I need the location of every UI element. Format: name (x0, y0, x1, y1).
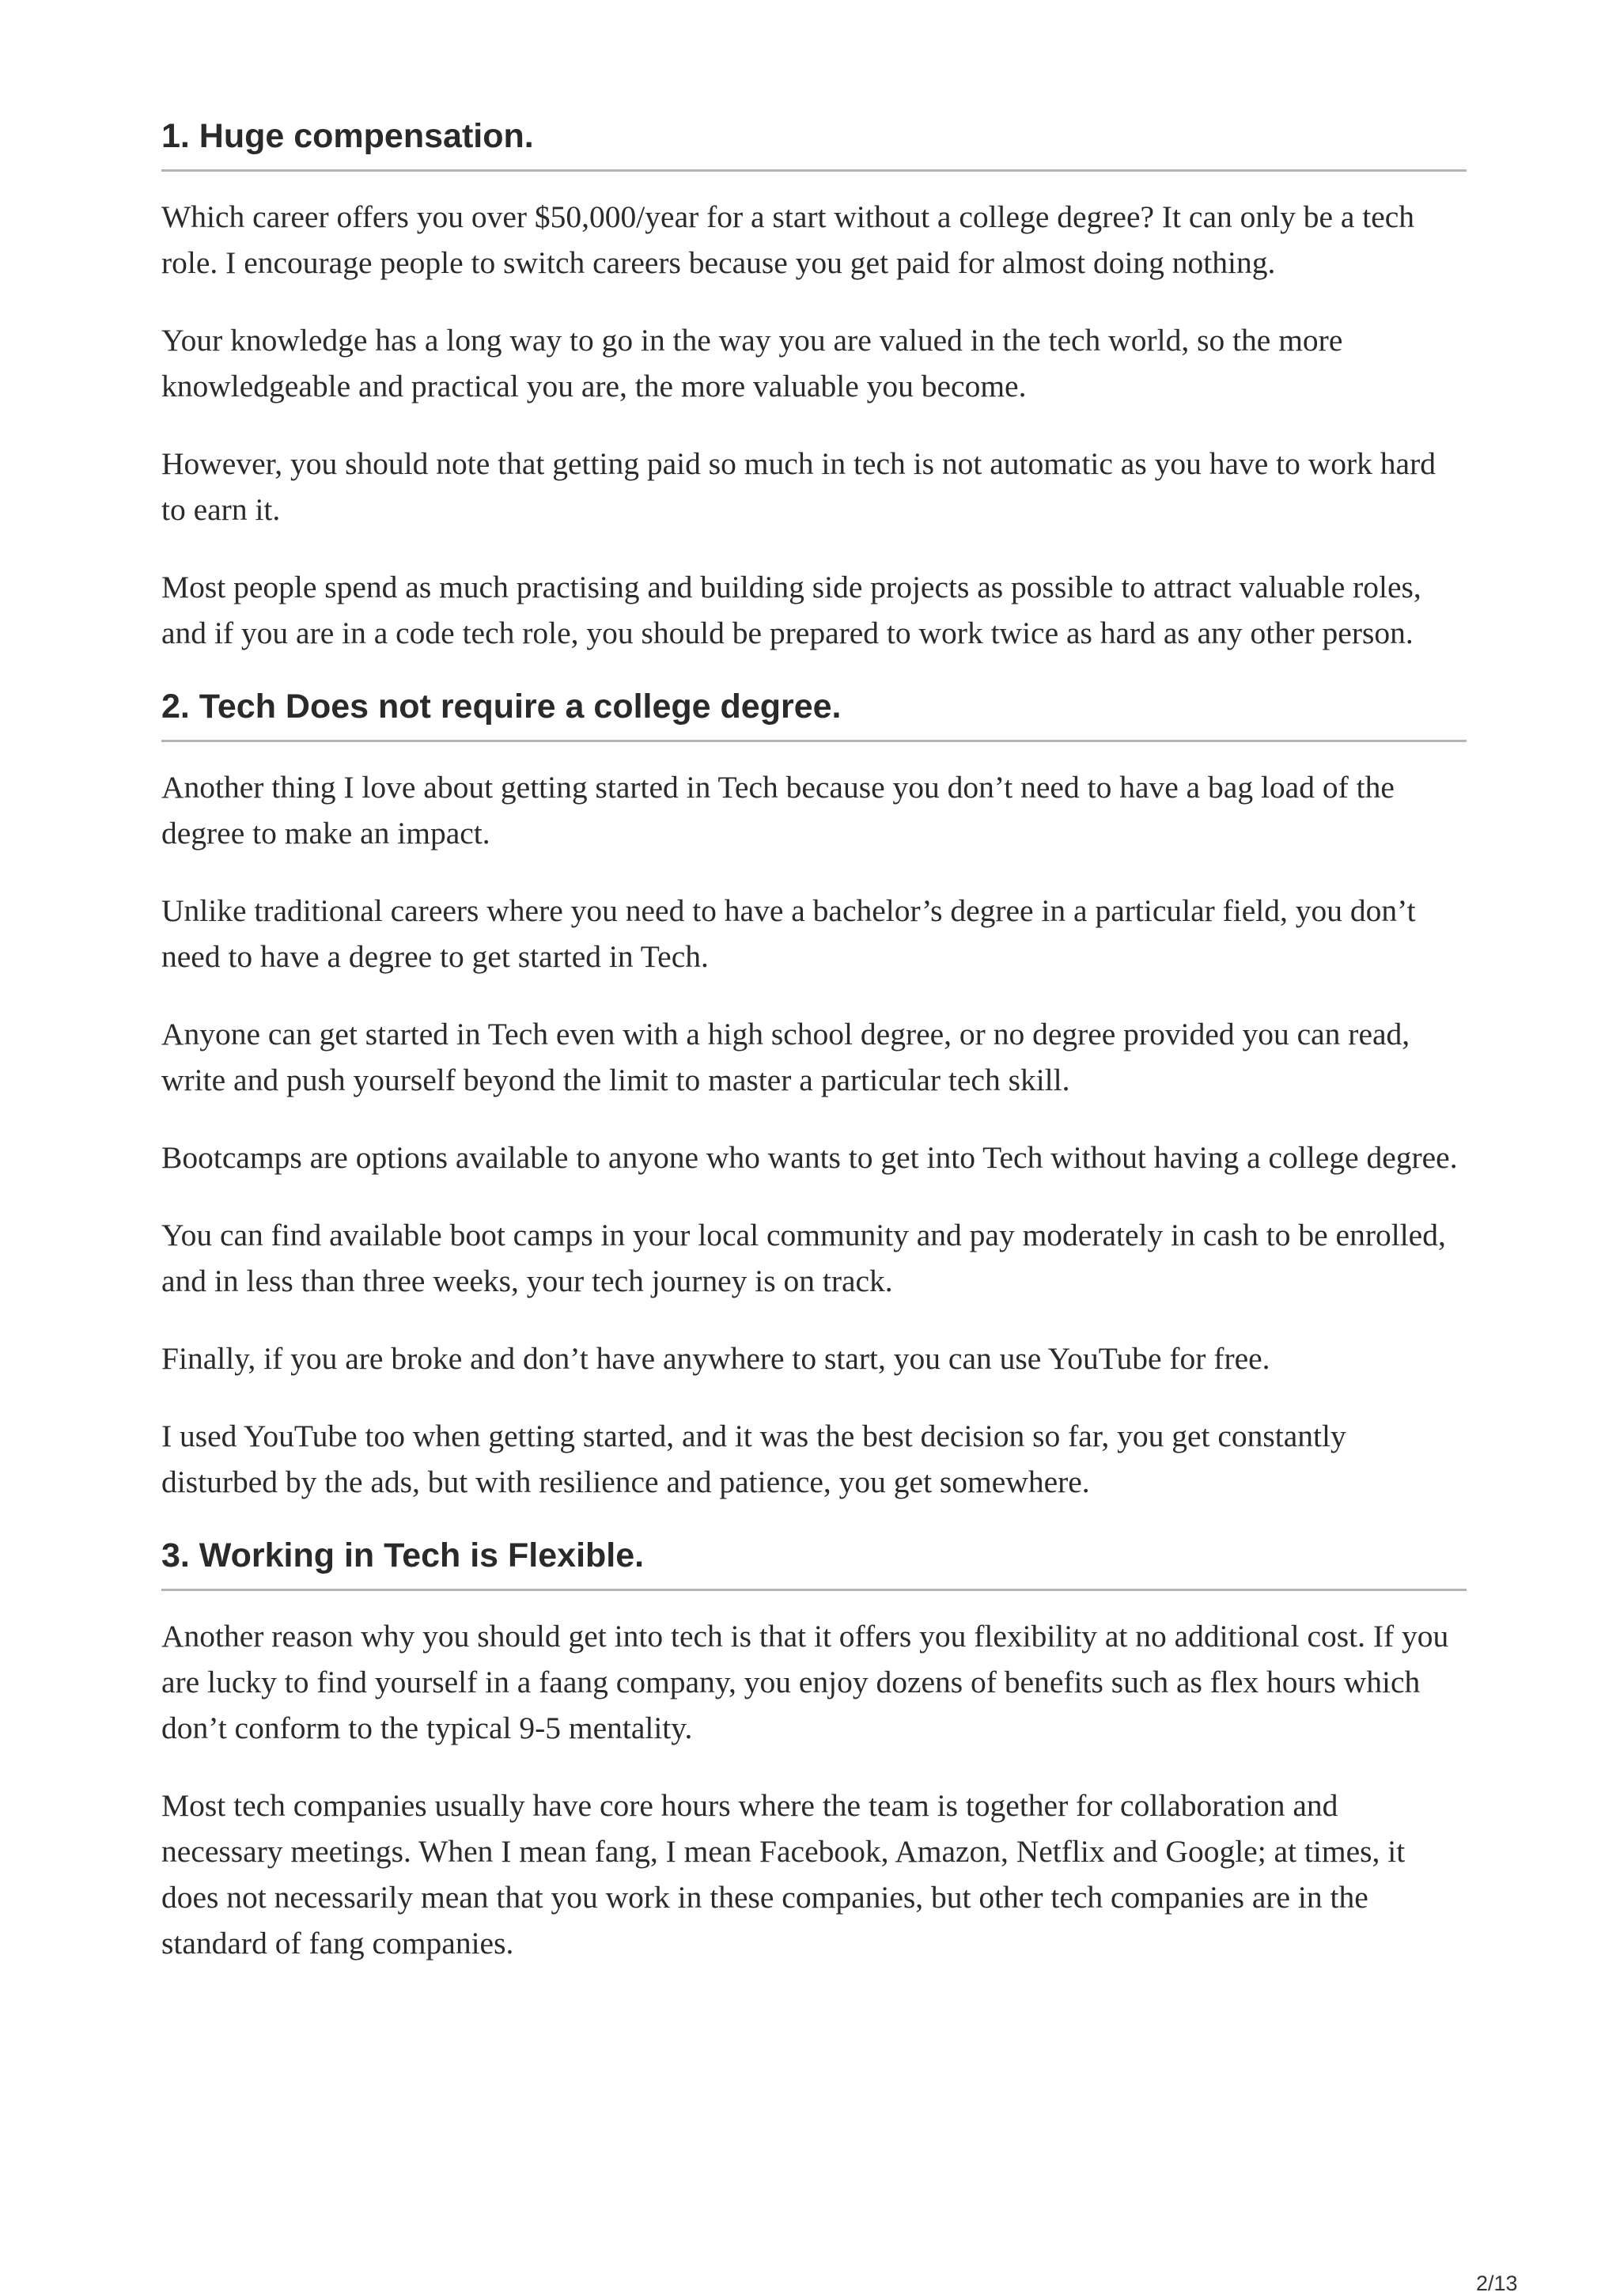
paragraph: Unlike traditional careers where you need to have a bachelor’s degree in a particular field, you don’t need to have a degree to get started in Tech. (161, 893, 1416, 974)
paragraph: Which career offers you over $50,000/year for a start without a college degree? It can only be a tech role. I encourage people to switch careers because you get paid for almost doing nothing. (161, 199, 1415, 280)
article-body (161, 0, 1467, 1966)
paragraph: Another reason why you should get into tech is that it offers you flexibility at no additional cost. If you are lucky to find yourself in a faang company, you enjoy dozens of benefits such as flex hours which don’t conform to the typical 9-5 mentality. (161, 1619, 1449, 1745)
paragraph: Most people spend as much practising and building side projects as possible to attract valuable roles, and if you are in a code tech role, you should be prepared to work twice as hard as any other person. (161, 570, 1421, 650)
section-heading-compensation: 1. Huge compensation. (161, 116, 1467, 172)
paragraph: Most tech companies usually have core hours where the team is together for collaboration and necessary meetings. When I mean fang, I mean Facebook, Amazon, Netflix and Google; at times, it does not necessarily mean that you work in these companies, but other tech companies are in the standard of fang companies. (161, 1788, 1406, 1961)
paragraph: I used YouTube too when getting started, and it was the best decision so far, you get constantly disturbed by the ads, but with resilience and patience, you get somewhere. (161, 1419, 1346, 1499)
paragraph: You can find available boot camps in your local community and pay moderately in cash to be enrolled, and in less than three weeks, your tech journey is on track. (161, 1218, 1446, 1298)
paragraph: Anyone can get started in Tech even with a high school degree, or no degree provided you can read, write and push yourself beyond the limit to master a particular tech skill. (161, 1017, 1410, 1097)
paragraph: Bootcamps are options available to anyone who wants to get into Tech without having a college degree. (161, 1140, 1458, 1175)
section-heading-flexible: 3. Working in Tech is Flexible. (161, 1535, 1467, 1591)
paragraph: Your knowledge has a long way to go in the way you are valued in the tech world, so the more knowledgeable and practical you are, the more valuable you become. (161, 323, 1343, 404)
section-heading-no-degree: 2. Tech Does not require a college degree. (161, 686, 1467, 742)
paragraph: Another thing I love about getting started in Tech because you don’t need to have a bag load of the degree to make an impact. (161, 770, 1395, 851)
paragraph: However, you should note that getting paid so much in tech is not automatic as you have to work hard to earn it. (161, 446, 1436, 527)
page-number: 2/13 (1476, 2271, 1518, 2295)
paragraph: Finally, if you are broke and don’t have anywhere to start, you can use YouTube for free. (161, 1341, 1270, 1376)
